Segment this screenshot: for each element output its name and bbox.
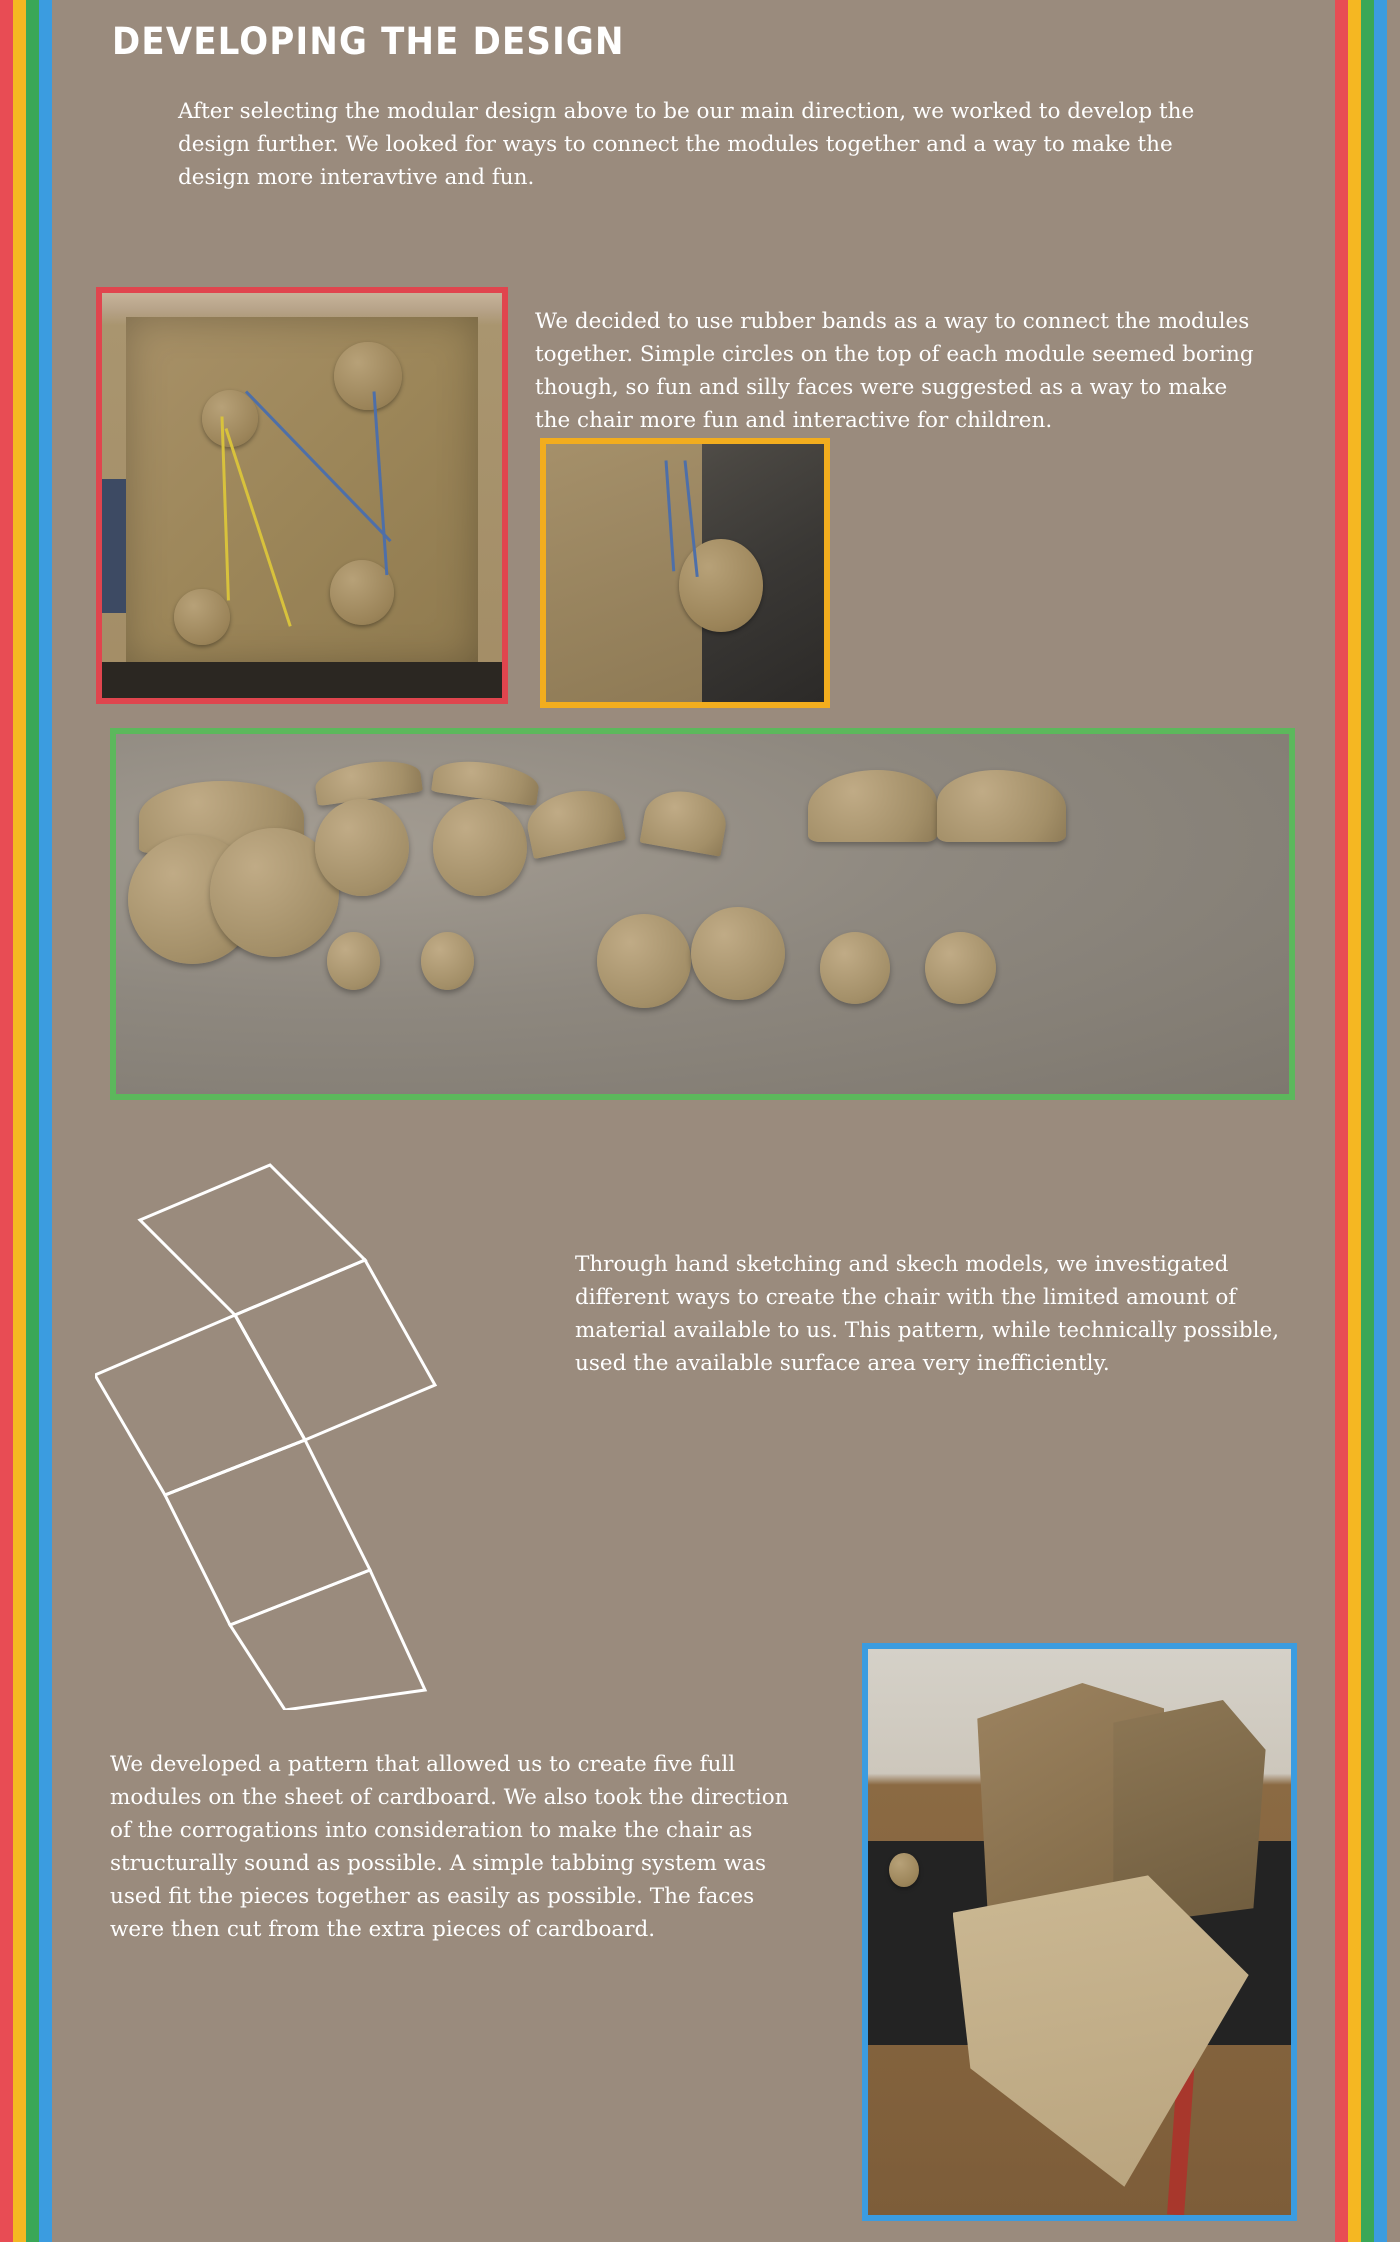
face-piece-circle-left	[597, 914, 691, 1008]
face-piece-eye-left	[315, 799, 409, 896]
face-piece-pupil-left	[327, 932, 380, 990]
pattern-panel-right	[235, 1260, 435, 1440]
photo-detail-disc-bottomleft	[174, 589, 230, 646]
photo-content	[116, 734, 1289, 1094]
face-piece-brow-bushy-left	[808, 770, 937, 842]
stripe-red-left	[0, 0, 13, 2242]
cardboard-chair-prototype-photo	[862, 1643, 1297, 2221]
pattern-fold-line-2	[165, 1440, 305, 1495]
stripe-green-left	[26, 0, 39, 2242]
stripe-yellow-right	[1348, 0, 1361, 2242]
rubber-bands-paragraph: We decided to use rubber bands as a way to connect the modules together. Simple circles on the top of each module seemed boring though, so fun and silly faces were suggested as a way to make the chair more fun and interactive for children.	[535, 309, 1261, 433]
stripe-red-right	[1335, 0, 1348, 2242]
face-piece-circle-right	[691, 907, 785, 1001]
stripe-green-right	[1361, 0, 1374, 2242]
face-piece-lash-eye-right	[925, 932, 995, 1004]
page-title: DEVELOPING THE DESIGN	[112, 20, 625, 63]
stripe-blue-right	[1374, 0, 1387, 2242]
photo-detail-cardboard-panel	[546, 444, 702, 702]
stripe-blue-left	[39, 0, 52, 2242]
pattern-panel-top	[140, 1165, 365, 1315]
face-piece-eye-right	[433, 799, 527, 896]
pattern-panel-bottom	[230, 1570, 425, 1710]
photo-detail-disc-stack	[679, 539, 762, 632]
pattern-paragraph: We developed a pattern that allowed us to create five full modules on the sheet of cardboard. We also took the direction of the corrogations into consideration to make the chair as structurally sound as possible. A simple tabbing system was used fit the pieces together as easily as possible. The faces were then cut from the extra pieces of cardboard.	[110, 1752, 796, 1942]
photo-detail-floor	[102, 662, 502, 698]
pattern-fold-line-1	[235, 1315, 305, 1440]
sketching-paragraph: Through hand sketching and skech models, we investigated different ways to create the chair with the limited amount of material available to us. This pattern, while technically possible, used the available surface area very inefficiently.	[575, 1252, 1286, 1376]
photo-content	[102, 293, 502, 698]
cut-cardboard-face-pieces-photo	[110, 728, 1295, 1100]
face-piece-lash-eye-left	[820, 932, 890, 1004]
photo-detail-disc-top	[334, 342, 402, 411]
stripe-yellow-left	[13, 0, 26, 2242]
rubber-band-connector-closeup-photo	[540, 438, 830, 708]
cardboard-module-with-rubber-bands-photo	[96, 287, 508, 704]
face-piece-pupil-right	[421, 932, 474, 990]
photo-content	[546, 444, 824, 702]
intro-paragraph: After selecting the modular design above to be our main direction, we worked to develop the design further. We looked for ways to connect the modules together and a way to make the design more interavtive and fun.	[178, 99, 1202, 190]
pattern-panel-lower	[165, 1440, 370, 1625]
photo-detail-chair-disc	[889, 1853, 919, 1887]
pattern-panel-left	[95, 1315, 305, 1495]
photo-content	[868, 1649, 1291, 2215]
cardboard-fold-pattern-line-drawing	[95, 1150, 615, 1710]
